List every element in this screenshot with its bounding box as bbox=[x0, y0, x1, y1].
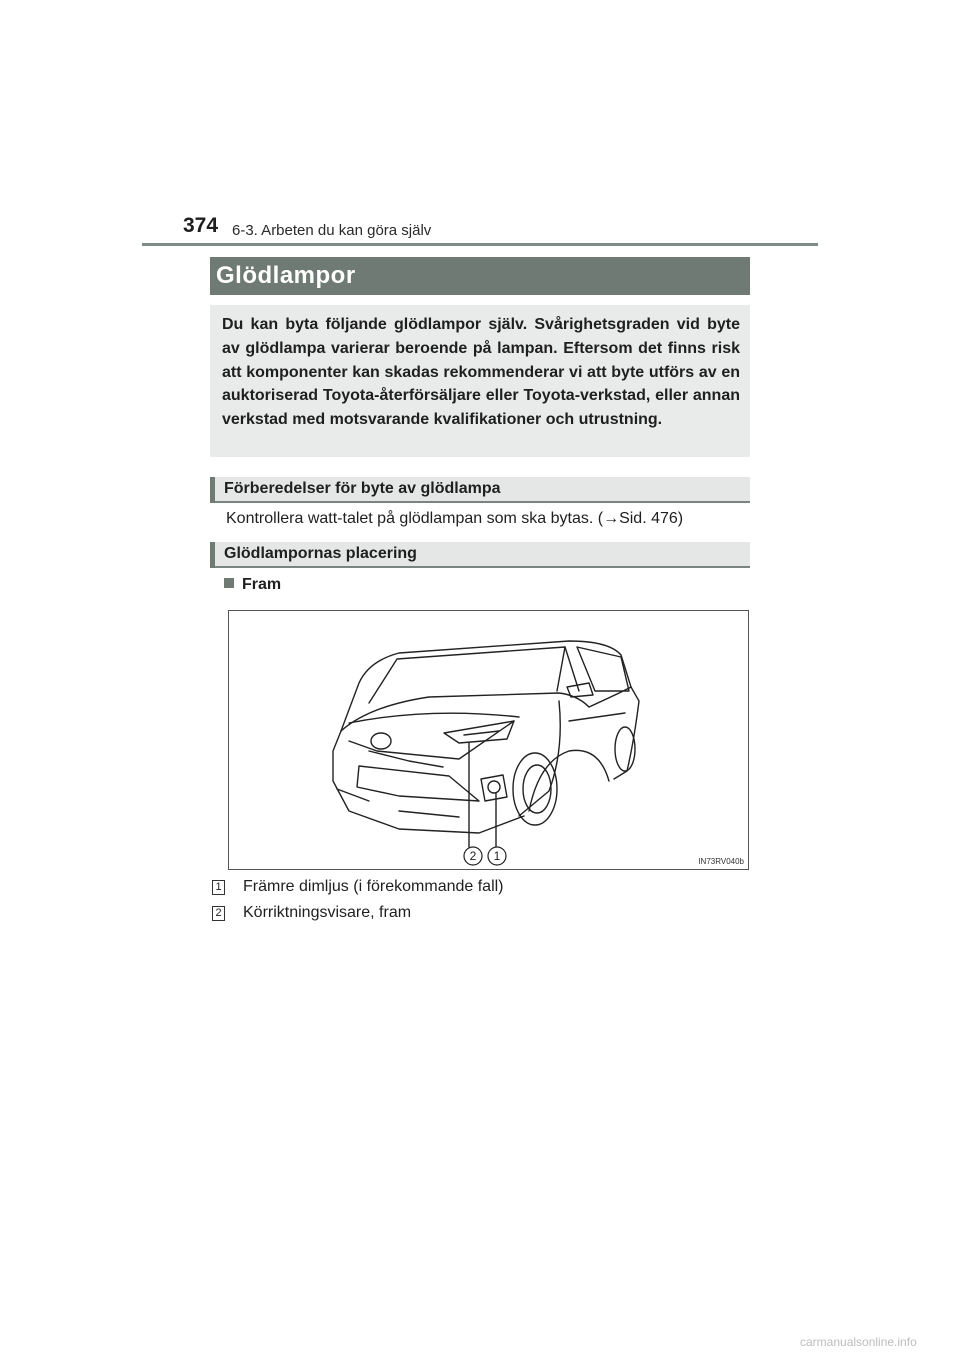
heading-accent bbox=[210, 542, 215, 568]
arrow-symbol: → bbox=[603, 510, 620, 527]
legend-text-1: Främre dimljus (i förekommande fall) bbox=[243, 878, 504, 895]
intro-text: Du kan byta följande glödlampor själv. Svårighetsgraden vid byte av glödlampa varierar beroende på lampan. Eftersom det finns risk att komponenter kan skadas rekommenderar vi att byte utförs av en auktoriserad Toyota-återförsäljare eller Toyota-verkstad, eller annan verkstad med motsvarande kvalifikationer och utrustning. bbox=[222, 316, 740, 429]
front-label: Fram bbox=[242, 576, 282, 593]
prep-text-after: Sid. 476) bbox=[619, 510, 684, 527]
legend-number-1: 1 bbox=[212, 880, 225, 895]
prep-text-before: Kontrollera watt-talet på glödlampan som ska bytas. ( bbox=[226, 510, 604, 527]
car-front-drawing bbox=[229, 611, 748, 869]
callout-1: 1 bbox=[493, 849, 501, 863]
car-illustration bbox=[228, 610, 749, 870]
legend-number-2: 2 bbox=[212, 906, 225, 921]
placement-heading: Glödlampornas placering bbox=[224, 545, 417, 562]
front-subheading bbox=[224, 576, 281, 594]
header-divider bbox=[142, 243, 818, 246]
prep-text bbox=[226, 510, 683, 528]
placement-heading-bar bbox=[210, 542, 750, 568]
legend-text-2: Körriktningsvisare, fram bbox=[243, 904, 412, 921]
prep-heading: Förberedelser för byte av glödlampa bbox=[224, 480, 501, 497]
figure-code: IN73RV040b bbox=[698, 857, 744, 866]
prep-heading-bar bbox=[210, 477, 750, 503]
bullet-square-icon bbox=[224, 578, 234, 588]
page-title: Glödlampor bbox=[216, 262, 356, 289]
watermark: carmanualsonline.info bbox=[800, 1335, 917, 1349]
page-number: 374 bbox=[183, 214, 219, 237]
callout-2: 2 bbox=[469, 849, 477, 863]
heading-accent bbox=[210, 477, 215, 503]
section-header: 6-3. Arbeten du kan göra själv bbox=[232, 222, 432, 239]
